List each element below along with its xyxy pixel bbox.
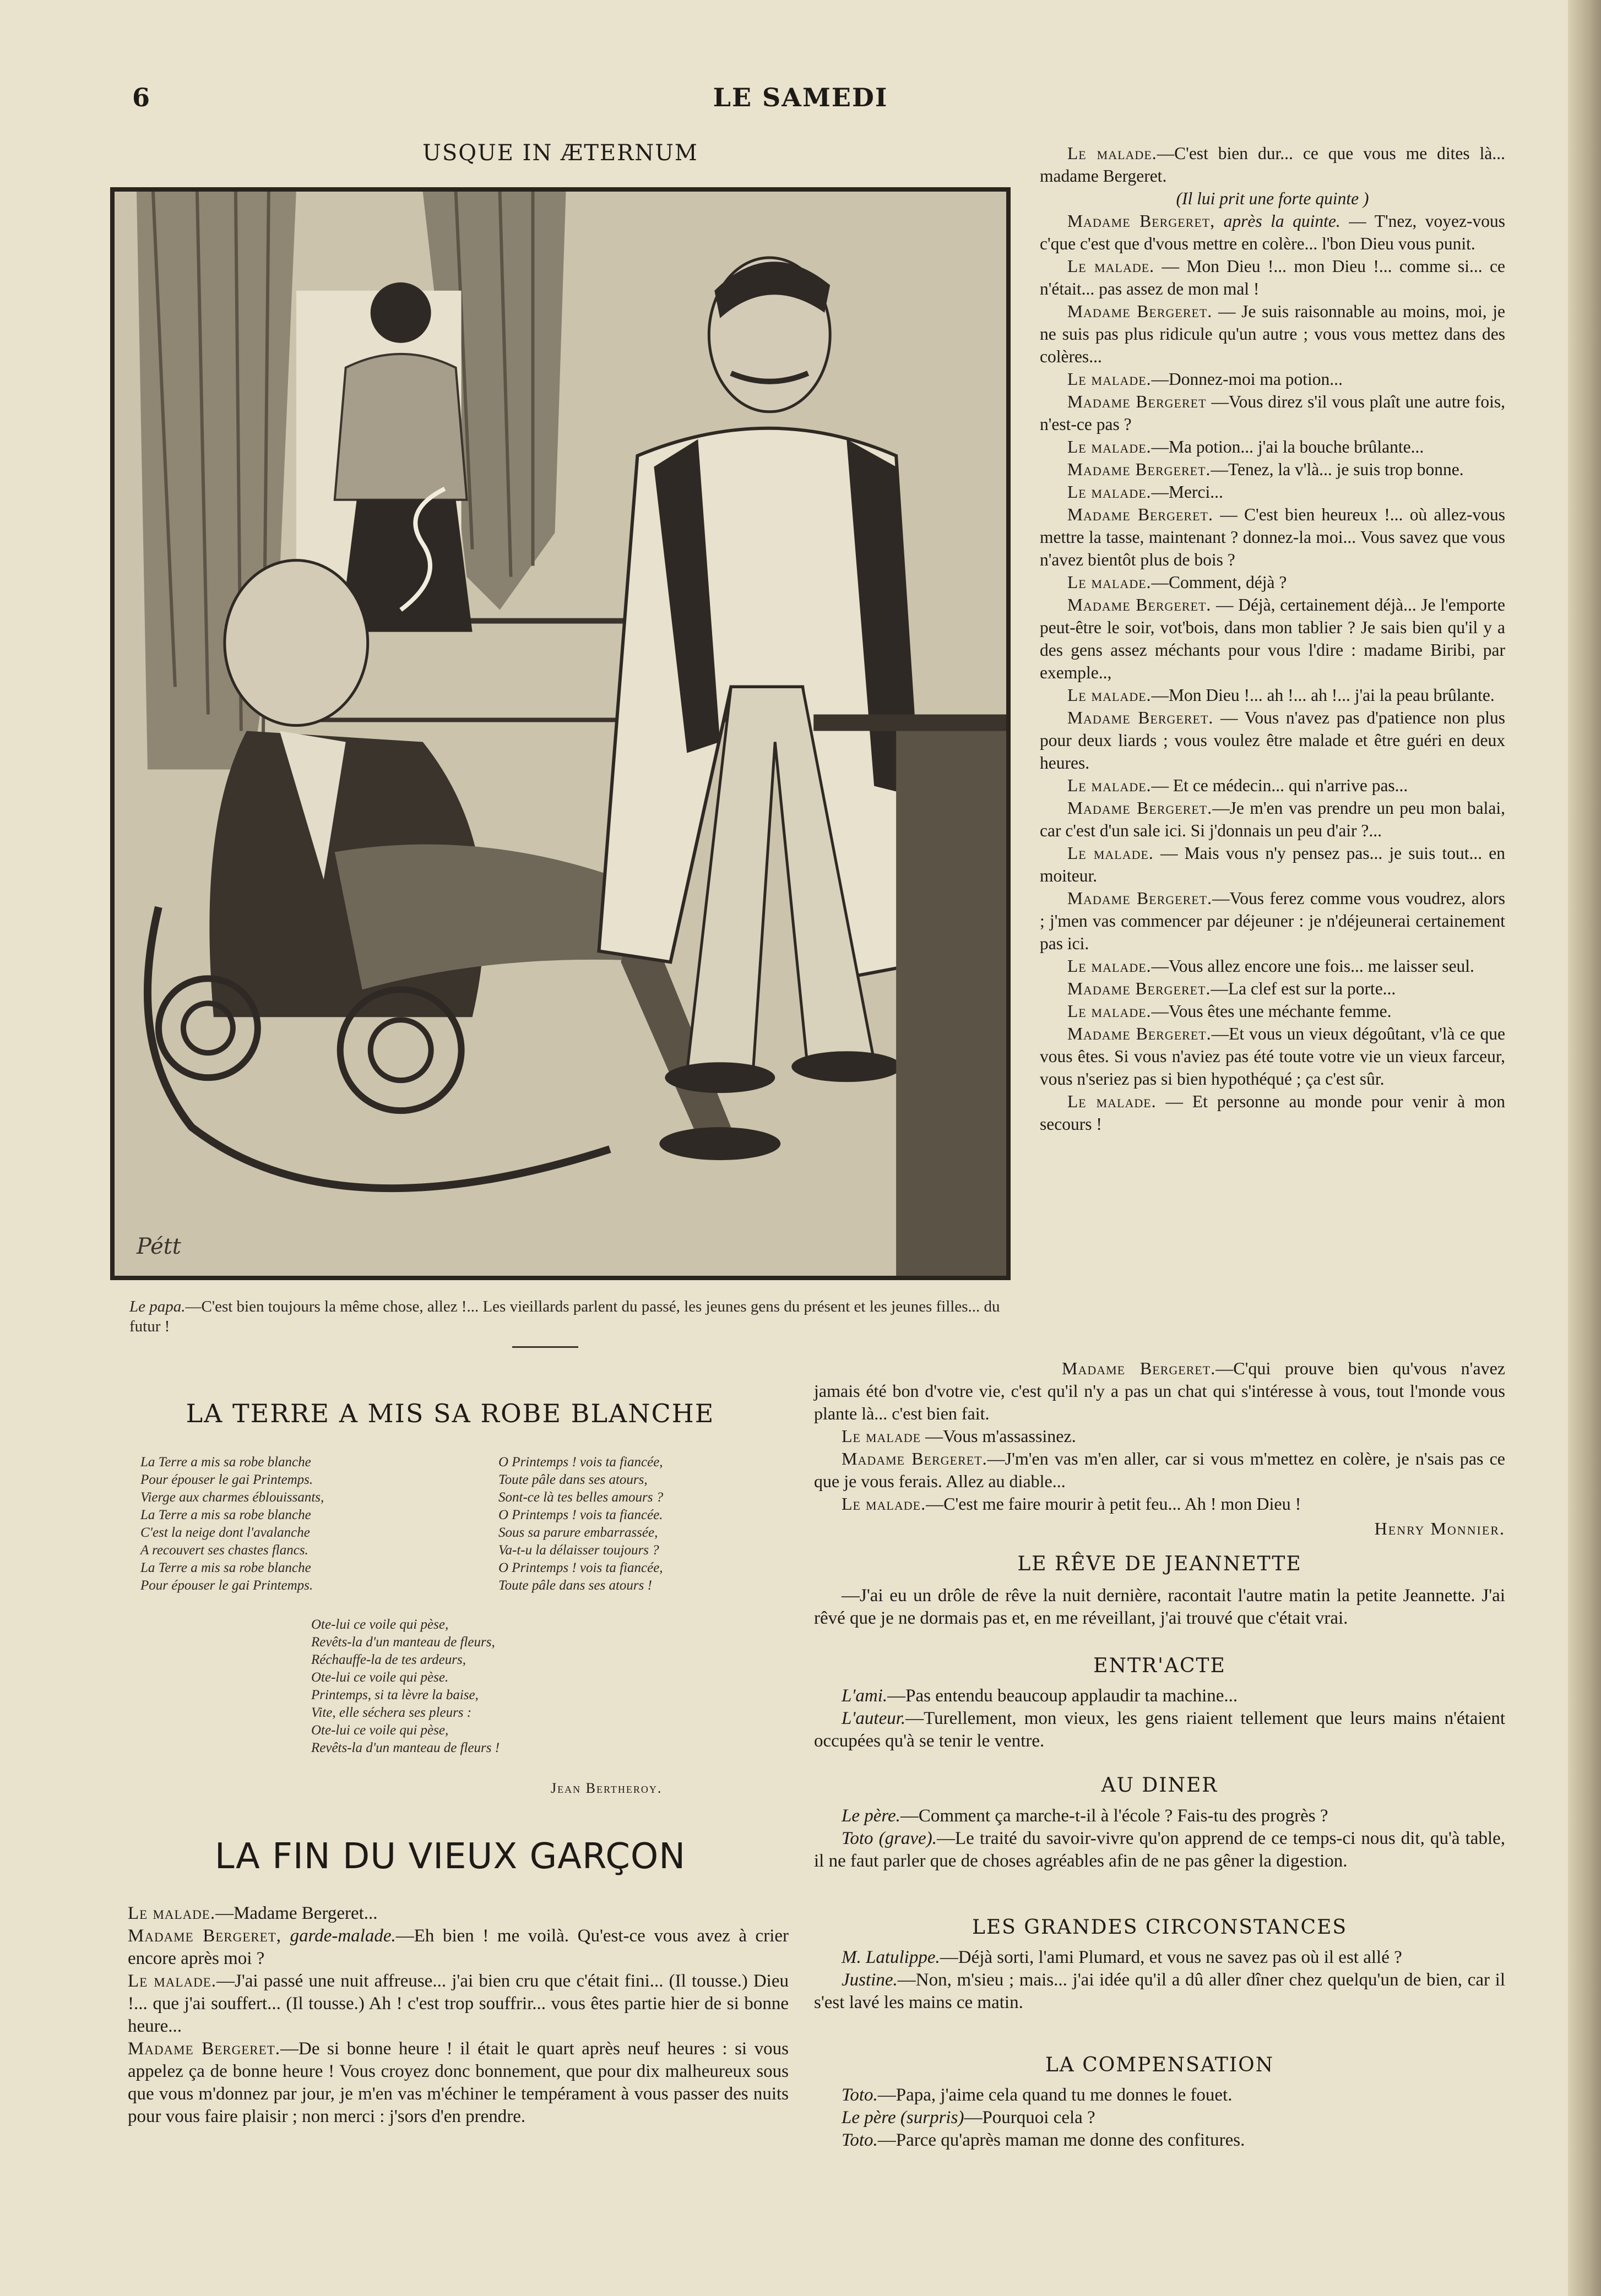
- verse-line: Sous sa parure embarrassée,: [498, 1525, 658, 1540]
- line: —Comment ça marche-t-il à l'école ? Fais-tu des progrès ?: [900, 1806, 1328, 1826]
- verse-line: A recouvert ses chastes flancs.: [140, 1543, 308, 1558]
- verse-line: Printemps, si ta lèvre la baise,: [311, 1688, 479, 1702]
- poem-stanza-2: [498, 1454, 663, 1595]
- speaker: Le malade.: [1067, 573, 1152, 592]
- poem-stanza-3: [311, 1616, 500, 1757]
- verse-line: Ote-lui ce voile qui pèse,: [311, 1723, 449, 1738]
- verse-line: C'est la neige dont l'avalanche: [140, 1525, 310, 1540]
- speaker: Le malade.: [1067, 369, 1152, 389]
- speaker: Le malade.: [1067, 844, 1154, 863]
- speaker: Le malade.: [1067, 1092, 1157, 1111]
- entracte-block: [814, 1685, 1505, 1753]
- illustration-title: USQUE IN ÆTERNUM: [422, 140, 698, 166]
- speaker: L'ami.: [842, 1686, 888, 1706]
- diner-title: AU DINER: [1101, 1774, 1218, 1797]
- verse-line: La Terre a mis sa robe blanche: [140, 1560, 311, 1575]
- speaker: Madame Bergeret.: [1067, 460, 1211, 479]
- line: —Vous ferez comme vous voudrez, alors ; j'men vas commencer par déjeuner : je n'déjeunerai certainement pas ici.: [1040, 889, 1505, 953]
- line: —Le traité du savoir-vivre qu'on apprend de ce temps-ci nous dit, qu'à table, il ne faut parler que de choses agréables afin de ne pas gêner la digestion.: [814, 1829, 1506, 1871]
- line: —Non, m'sieu ; mais... j'ai idée qu'il a dû aller dîner chez quelqu'un de bien, car il s'est lavé les mains ce matin.: [814, 1970, 1505, 2012]
- speaker: Le malade: [842, 1426, 921, 1446]
- line: —Vous êtes une méchante femme.: [1151, 1002, 1392, 1021]
- line: —Vous allez encore une fois... me laisser seul.: [1151, 956, 1474, 976]
- caption-speaker: Le papa.: [129, 1298, 186, 1315]
- speaker: Le père (surpris): [842, 2108, 964, 2128]
- illustration-caption: [129, 1297, 1011, 1336]
- line: —Vous m'assassinez.: [921, 1426, 1076, 1446]
- verse-line: Toute pâle dans ses atours !: [498, 1578, 652, 1593]
- speaker: M. Latulippe.: [842, 1947, 940, 1967]
- speaker: Madame Bergeret.: [1067, 979, 1211, 998]
- speaker: Madame Bergeret.: [128, 2039, 280, 2059]
- line: —Papa, j'aime cela quand tu me donnes le fouet.: [877, 2085, 1233, 2105]
- verse-line: O Printemps ! vois ta fiancée,: [498, 1560, 663, 1575]
- verse-line: Va-t-u la délaisser toujours ?: [498, 1543, 659, 1558]
- line: —Turellement, mon vieux, les gens riaient tellement que leurs mains n'étaient occupées qu'à se tenir le ventre.: [814, 1709, 1505, 1751]
- speaker: Le père.: [842, 1806, 900, 1826]
- grandes-title: LES GRANDES CIRCONSTANCES: [972, 1916, 1348, 1939]
- verse-line: Pour épouser le gai Printemps.: [140, 1472, 313, 1487]
- artist-signature: Pétt: [136, 1234, 181, 1260]
- line: —Eh bien ! me voilà. Qu'est-ce vous avez à crier encore après moi ?: [128, 1926, 789, 1968]
- line: —Tenez, la v'là... je suis trop bonne.: [1211, 460, 1464, 479]
- compensation-title: LA COMPENSATION: [1045, 2054, 1274, 2076]
- verse-line: La Terre a mis sa robe blanche: [140, 1508, 311, 1522]
- line: — Et ce médecin... qui n'arrive pas...: [1151, 776, 1408, 795]
- speaker: Madame Bergeret.: [1067, 889, 1213, 908]
- grandes-block: [814, 1946, 1505, 2014]
- verse-line: O Printemps ! vois ta fiancée.: [498, 1508, 663, 1522]
- line: —Déjà sorti, l'ami Plumard, et vous ne savez pas où il est allé ?: [940, 1947, 1402, 1967]
- story-title: LA FIN DU VIEUX GARÇON: [214, 1836, 686, 1877]
- illustration-drawing: [115, 192, 1006, 1276]
- speaker: Madame Bergeret.: [1062, 1358, 1216, 1378]
- line: —Je m'en vas prendre un peu mon balai, car c'est d'un sale ici. Si j'donnais un peu d'air ?...: [1040, 798, 1506, 840]
- speaker: Le malade.: [1067, 482, 1152, 502]
- line: —Mon Dieu !... ah !... ah !... j'ai la peau brûlante.: [1151, 685, 1495, 705]
- stage-note: après la quinte.: [1215, 211, 1341, 231]
- verse-line: Vierge aux charmes éblouissants,: [140, 1490, 324, 1505]
- page-edge: [1568, 0, 1601, 2296]
- divider: [512, 1346, 578, 1348]
- reve-title: LE RÊVE DE JEANNETTE: [1017, 1553, 1302, 1575]
- verse-line: Ote-lui ce voile qui pèse,: [311, 1617, 449, 1632]
- verse-line: La Terre a mis sa robe blanche: [140, 1455, 311, 1470]
- stage-direction: (Il lui prit une forte quinte ): [1176, 189, 1369, 208]
- speaker: Toto.: [842, 2085, 878, 2105]
- speaker: Le malade.: [1067, 776, 1152, 795]
- story-left-column: [128, 1902, 789, 2128]
- verse-line: Toute pâle dans ses atours,: [498, 1472, 648, 1487]
- verse-line: Ote-lui ce voile qui pèse.: [311, 1670, 449, 1685]
- speaker: Le malade.: [1067, 144, 1157, 163]
- line: —Parce qu'après maman me donne des confitures.: [877, 2130, 1245, 2150]
- line: —J'm'en vas m'en aller, car si vous m'mettez en colère, je n'sais pas ce que je vous ferais. Allez au diable...: [814, 1449, 1506, 1491]
- speaker: Toto.: [842, 2130, 878, 2150]
- speaker: Le malade.: [1067, 257, 1155, 276]
- line: —La clef est sur la porte...: [1211, 979, 1396, 998]
- speaker: Madame Bergeret.: [1067, 595, 1212, 614]
- line: — Vous n'avez pas d'patience non plus pour deux liards ; vous voulez être malade et être guéri en deux heures.: [1040, 708, 1505, 772]
- speaker: Madame Bergeret.: [1067, 1024, 1212, 1043]
- line: — T'nez, voyez-vous c'que c'est que d'vous mettre en colère... l'bon Dieu vous punit.: [1040, 211, 1505, 253]
- line: — Et personne au monde pour venir à mon secours !: [1040, 1092, 1505, 1134]
- newspaper-title: LE SAMEDI: [713, 83, 888, 112]
- verse-line: Pour épouser le gai Printemps.: [140, 1578, 313, 1593]
- line: —C'est me faire mourir à petit feu... Ah ! mon Dieu !: [926, 1494, 1301, 1514]
- line: —Madame Bergeret...: [215, 1903, 378, 1923]
- verse-line: Revêts-la d'un manteau de fleurs !: [311, 1740, 500, 1755]
- speaker: Justine.: [842, 1970, 898, 1990]
- line: —Comment, déjà ?: [1151, 573, 1287, 592]
- speaker: Madame Bergeret,: [1067, 211, 1215, 231]
- speaker: Toto (grave).: [842, 1829, 937, 1848]
- line: — C'est bien heureux !... où allez-vous mettre la tasse, maintenant ? donnez-la moi... Vous savez que vous n'avez bientôt plus de bois ?: [1040, 505, 1505, 569]
- line: —Vous direz s'il vous plaît une autre fois, n'est-ce pas ?: [1040, 392, 1505, 434]
- stage-note: garde-malade.: [281, 1926, 396, 1946]
- poem-author: Jean Bertheroy.: [551, 1780, 663, 1796]
- speaker: L'auteur.: [842, 1709, 906, 1728]
- speaker: Le malade.: [128, 1971, 216, 1991]
- line: —J'ai passé une nuit affreuse... j'ai bien cru que c'était fini... (Il tousse.) Dieu !... que j'ai souffert... (Il tousse.) Ah ! c'est trop souffrir... vous êtes partie hier de si bonne heure...: [128, 1971, 789, 2036]
- verse-line: Sont-ce là tes belles amours ?: [498, 1490, 664, 1505]
- story-right-column: [1040, 142, 1505, 1135]
- speaker: Le malade.: [128, 1903, 216, 1923]
- reve-text-block: [814, 1585, 1505, 1630]
- speaker: Madame Bergeret.: [1067, 505, 1213, 524]
- line: —Ma potion... j'ai la bouche brûlante...: [1151, 437, 1424, 456]
- line: —Merci...: [1151, 482, 1223, 502]
- line: — Mon Dieu !... mon Dieu !... comme si... ce n'était... pas assez de mon mal !: [1040, 257, 1505, 298]
- verse-line: Réchauffe-la de tes ardeurs,: [311, 1652, 466, 1667]
- entracte-title: ENTR'ACTE: [1093, 1655, 1226, 1677]
- speaker: Madame Bergeret: [1067, 392, 1207, 411]
- speaker: Madame Bergeret,: [128, 1926, 281, 1946]
- line: — Mais vous n'y pensez pas... je suis tout... en moiteur.: [1040, 844, 1505, 885]
- line: —Pourquoi cela ?: [964, 2108, 1095, 2128]
- line: — Je suis raisonnable au moins, moi, je ne suis pas plus ridicule qu'un autre ; vous vous mettez dans des colères...: [1040, 302, 1506, 366]
- line: —De si bonne heure ! il était le quart après neuf heures : si vous appelez ça de bonne heure ! Vous croyez donc bonnement, que pour dix malheureux sous que vous m'donnez par jour, je m'en vas m'échiner le tempérament à vous passer des nuits pour vous faire plaisir ; non merci : j'sors d'en prendre.: [128, 2039, 789, 2126]
- line: — Déjà, certainement déjà... Je l'emporte peut-être le soir, vot'bois, dans mon tablier ? Je sais bien qu'il y a des gens assez méchants pour vous l'dire : madame Biribi, par exemple..,: [1040, 595, 1506, 682]
- line: —Donnez-moi ma potion...: [1151, 369, 1343, 389]
- page-number: 6: [132, 83, 151, 112]
- verse-line: Revêts-la d'un manteau de fleurs,: [311, 1635, 495, 1650]
- speaker: Madame Bergeret.: [842, 1449, 987, 1468]
- speaker: Madame Bergeret.: [1067, 708, 1214, 727]
- poem-title: LA TERRE A MIS SA ROBE BLANCHE: [186, 1399, 715, 1428]
- line: —Pas entendu beaucoup applaudir ta machine...: [887, 1686, 1238, 1706]
- speaker: Le malade.: [1067, 956, 1152, 976]
- reve-text: —J'ai eu un drôle de rêve la nuit dernière, racontait l'autre matin la petite Jeannette. J'ai rêvé que je ne dormais pas et, en me réveillant, j'ai trouvé que c'était vrai.: [814, 1586, 1505, 1628]
- line: —C'est bien dur... ce que vous me dites là... madame Bergeret.: [1040, 144, 1505, 186]
- line: —C'qui prouve bien qu'vous n'avez jamais été bon d'votre vie, c'est qu'il n'y a pas un chat qui s'intéresse à vous, tout l'monde vous plante là... c'est bien fait.: [814, 1358, 1505, 1423]
- line: —Et vous un vieux dégoûtant, v'là ce que vous êtes. Si vous n'aviez pas été toute votre vie un vieux farceur, vous n'seriez pas si bien hypothéqué ; ça c'est sûr.: [1040, 1024, 1506, 1089]
- speaker: Madame Bergeret.: [1067, 798, 1213, 818]
- verse-line: O Printemps ! vois ta fiancée,: [498, 1455, 663, 1470]
- story-continuation: [814, 1357, 1505, 1540]
- story-author: Henry Monnier.: [1374, 1519, 1505, 1538]
- speaker: Le malade.: [1067, 685, 1152, 705]
- poem-stanza-1: [140, 1454, 324, 1595]
- diner-block: [814, 1805, 1505, 1873]
- speaker: Madame Bergeret.: [1067, 302, 1213, 321]
- compensation-block: [814, 2084, 1505, 2152]
- caption-text: —C'est bien toujours la même chose, allez !... Les vieillards parlent du passé, les jeunes gens du présent et les jeunes filles... du futur !: [129, 1298, 1000, 1335]
- speaker: Le malade.: [842, 1494, 926, 1514]
- illustration: [110, 187, 1011, 1280]
- speaker: Le malade.: [1067, 437, 1152, 456]
- speaker: Le malade.: [1067, 1002, 1152, 1021]
- verse-line: Vite, elle séchera ses pleurs :: [311, 1705, 472, 1720]
